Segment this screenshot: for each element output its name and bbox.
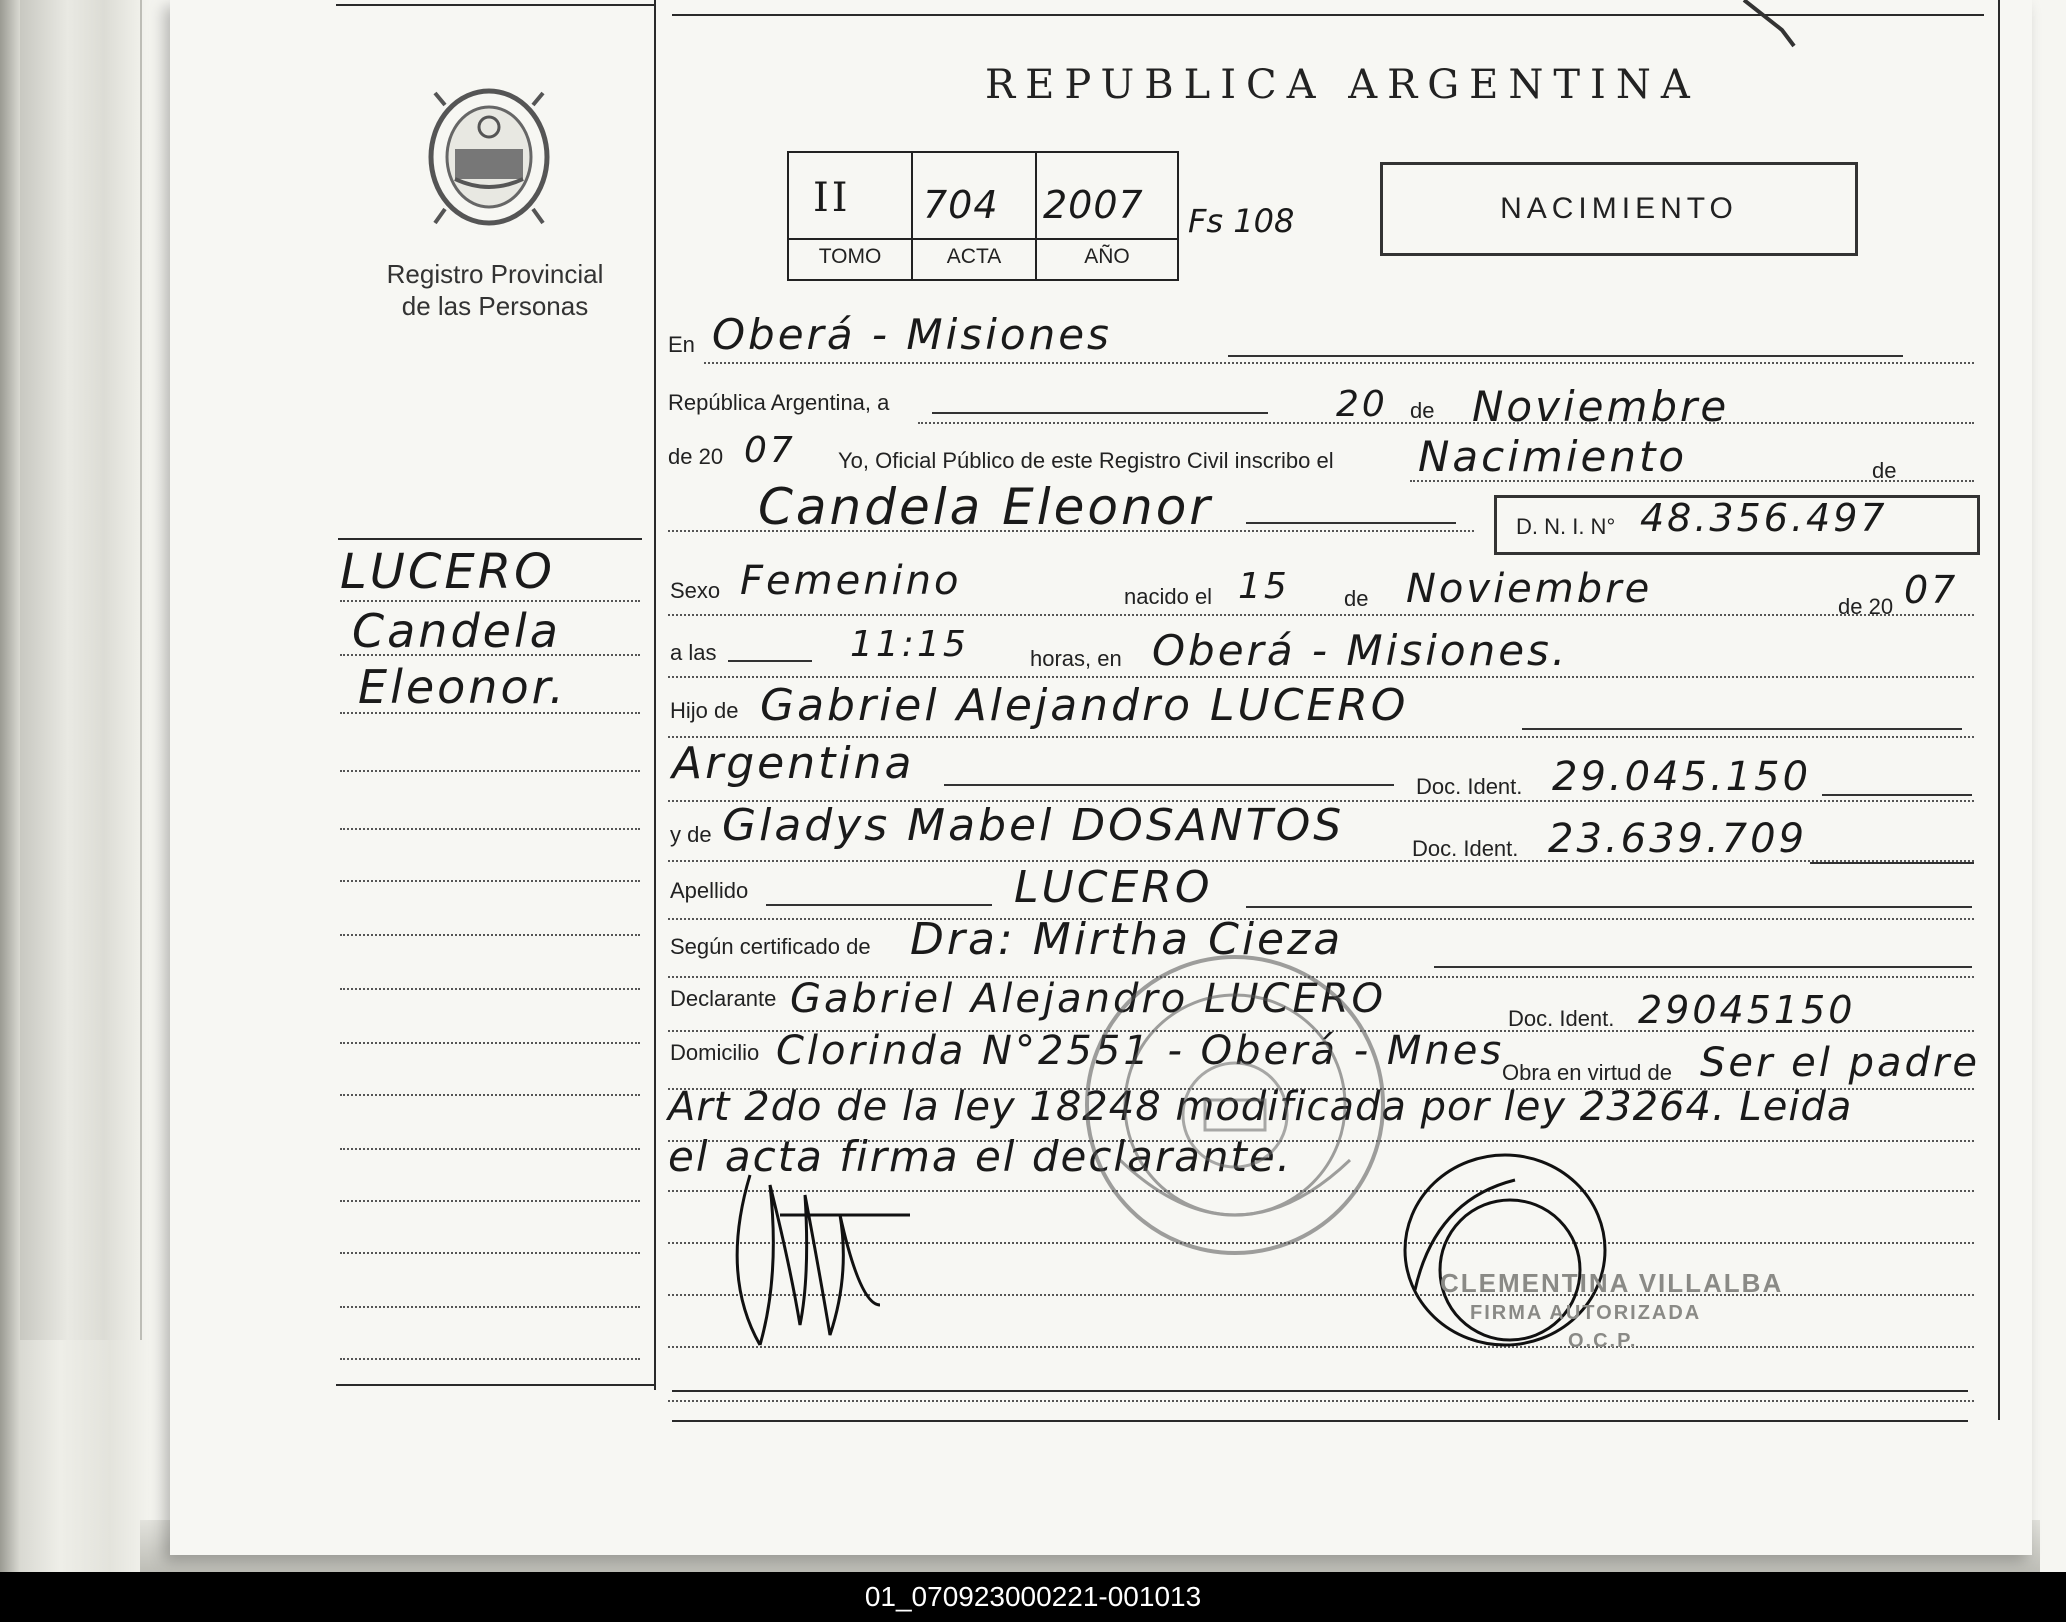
office-name-line1: Registro Provincial xyxy=(386,259,604,289)
place-value: Oberá - Misiones xyxy=(712,310,1112,359)
tomo-label: TOMO xyxy=(818,245,882,268)
act-word-value: Nacimiento xyxy=(1418,432,1688,481)
republica-line xyxy=(918,422,1974,424)
margin-line-2 xyxy=(340,654,640,656)
doc-ident-label-3: Doc. Ident. xyxy=(1508,1006,1615,1031)
mother-doc-value: 23.639.709 xyxy=(1548,816,1808,862)
declarant-signature-icon xyxy=(710,1155,930,1365)
acta-label: ACTA xyxy=(946,245,1002,268)
margin-line-12 xyxy=(340,1200,640,1202)
republica-line-fill xyxy=(932,412,1268,414)
margin-name-2: Eleonor. xyxy=(358,660,567,714)
registry-number-box xyxy=(787,151,1179,281)
father-name-value: Gabriel Alejandro LUCERO xyxy=(760,680,1409,731)
dni-value: 48.356.497 xyxy=(1640,496,1888,540)
certificado-label: Según certificado de xyxy=(670,934,871,959)
y-de-line-fill xyxy=(1810,862,1974,864)
authorized-office-stamp: O.C.P. xyxy=(1568,1330,1638,1352)
margin-line-5 xyxy=(340,828,640,830)
declarante-label: Declarante xyxy=(670,986,777,1011)
nationality-line-fill xyxy=(944,784,1394,786)
de-label-1: de xyxy=(1410,398,1435,423)
father-doc-line-fill xyxy=(1822,794,1972,796)
address-value: Clorinda N°2551 - Oberá - Mnes xyxy=(776,1028,1505,1074)
bottom-rule-right-2 xyxy=(672,1420,1968,1422)
a-las-line xyxy=(668,676,1974,678)
officer-line xyxy=(1410,480,1974,482)
doc-ident-label-1: Doc. Ident. xyxy=(1416,774,1523,799)
year-suffix-value: 07 xyxy=(744,430,796,471)
mother-name-value: Gladys Mabel DOSANTOS xyxy=(722,800,1345,851)
anio-label: AÑO xyxy=(1084,245,1130,268)
office-name-line2: de las Personas xyxy=(401,291,589,321)
obra-line-3: el acta firma el declarante. xyxy=(668,1132,1293,1181)
apellido-label: Apellido xyxy=(670,878,749,903)
father-nationality-value: Argentina xyxy=(672,738,915,789)
book-spine-edge xyxy=(20,0,142,1340)
republica-label: República Argentina, a xyxy=(668,390,890,415)
a-las-label: a las xyxy=(670,640,717,665)
y-de-line xyxy=(668,860,1974,862)
doc-ident-label-2: Doc. Ident. xyxy=(1412,836,1519,861)
child-names-line xyxy=(668,530,1474,532)
registry-office-name xyxy=(370,258,620,322)
margin-top-rule xyxy=(338,538,642,540)
year-prefix-label: de 20 xyxy=(668,444,724,469)
margin-column-divider xyxy=(654,0,656,1390)
declarant-name-value: Gabriel Alejandro LUCERO xyxy=(790,976,1387,1022)
birth-time-value: 11:15 xyxy=(850,624,969,665)
image-id-caption: 01_070923000221-001013 xyxy=(0,1572,2066,1622)
margin-surname: LUCERO xyxy=(340,544,555,600)
child-names-value: Candela Eleonor xyxy=(758,478,1213,536)
bottom-rule-right xyxy=(672,1390,1968,1392)
sexo-value: Femenino xyxy=(740,558,962,604)
authorized-name-stamp: CLEMENTINA VILLALBA xyxy=(1440,1268,1784,1298)
nacido-label: nacido el xyxy=(1124,584,1213,609)
de-label-3: de xyxy=(1344,586,1369,611)
a-las-line-fill xyxy=(728,660,812,662)
apellido-line-fill-2 xyxy=(1246,906,1972,908)
apellido-line-fill-1 xyxy=(766,904,992,906)
margin-line-14 xyxy=(340,1306,640,1308)
en-label: En xyxy=(668,332,695,357)
pen-mark-icon xyxy=(1742,0,1802,52)
y-de-label: y de xyxy=(670,822,712,847)
en-line xyxy=(704,362,1974,364)
surname-value: LUCERO xyxy=(1014,862,1213,913)
page-right-border xyxy=(1998,0,2000,1420)
child-names-line-fill xyxy=(1246,522,1456,524)
day-value: 20 xyxy=(1336,384,1388,425)
horas-label: horas, en xyxy=(1030,646,1122,671)
certifier-value: Dra: Mirtha Cieza xyxy=(910,914,1344,965)
de-label-2: de xyxy=(1872,458,1897,483)
top-rule-left xyxy=(336,4,654,6)
month-value: Noviembre xyxy=(1472,382,1730,431)
birth-year-label: de 20 xyxy=(1838,594,1894,619)
authorized-role-stamp: FIRMA AUTORIZADA xyxy=(1470,1302,1702,1324)
hijo-label: Hijo de xyxy=(670,698,739,723)
folio-note: Fs 108 xyxy=(1188,202,1295,240)
country-title: REPUBLICA ARGENTINA xyxy=(985,62,1700,108)
father-line-fill xyxy=(1522,728,1962,730)
obra-value: Ser el padre xyxy=(1700,1040,1980,1086)
dni-label: D. N. I. N° xyxy=(1516,514,1616,539)
acta-value: 704 xyxy=(923,183,999,227)
registry-box-separator xyxy=(789,238,1177,240)
margin-line-1 xyxy=(340,600,640,602)
margin-line-9 xyxy=(340,1042,640,1044)
obra-line-2: Art 2do de la ley 18248 modificada por ley 23264. Leida xyxy=(668,1084,1853,1130)
bottom-rule-left xyxy=(336,1384,654,1386)
sexo-label: Sexo xyxy=(670,578,721,603)
margin-line-6 xyxy=(340,880,640,882)
declarant-doc-value: 29045150 xyxy=(1638,988,1856,1032)
margin-line-10 xyxy=(340,1094,640,1096)
act-type-box: NACIMIENTO xyxy=(1380,162,1858,256)
obra-label: Obra en virtud de xyxy=(1502,1060,1672,1085)
margin-line-11 xyxy=(340,1148,640,1150)
margin-line-3 xyxy=(340,712,640,714)
father-doc-value: 29.045.150 xyxy=(1552,754,1812,800)
sexo-line xyxy=(668,614,1974,616)
margin-line-8 xyxy=(340,988,640,990)
birth-year-value: 07 xyxy=(1904,568,1959,612)
officer-text: Yo, Oficial Público de este Registro Civil inscribo el xyxy=(838,448,1334,473)
en-line-fill xyxy=(1228,355,1903,357)
tomo-value: II xyxy=(813,175,851,221)
provincial-coat-of-arms-icon xyxy=(425,85,553,233)
domicilio-label: Domicilio xyxy=(670,1040,760,1065)
birth-month-value: Noviembre xyxy=(1406,566,1653,612)
registrar-signature-icon xyxy=(1395,1140,1615,1360)
anio-value: 2007 xyxy=(1043,183,1144,227)
margin-line-7 xyxy=(340,934,640,936)
certificado-line-fill xyxy=(1434,966,1972,968)
margin-line-4 xyxy=(340,770,640,772)
margin-line-15 xyxy=(340,1358,640,1360)
birth-day-value: 15 xyxy=(1238,566,1290,607)
margin-name-1: Candela xyxy=(352,604,561,658)
birth-place-value: Oberá - Misiones. xyxy=(1152,626,1569,675)
margin-line-13 xyxy=(340,1252,640,1254)
official-seal-stamp-icon xyxy=(1080,950,1390,1260)
obs-line-6 xyxy=(668,1400,1974,1402)
